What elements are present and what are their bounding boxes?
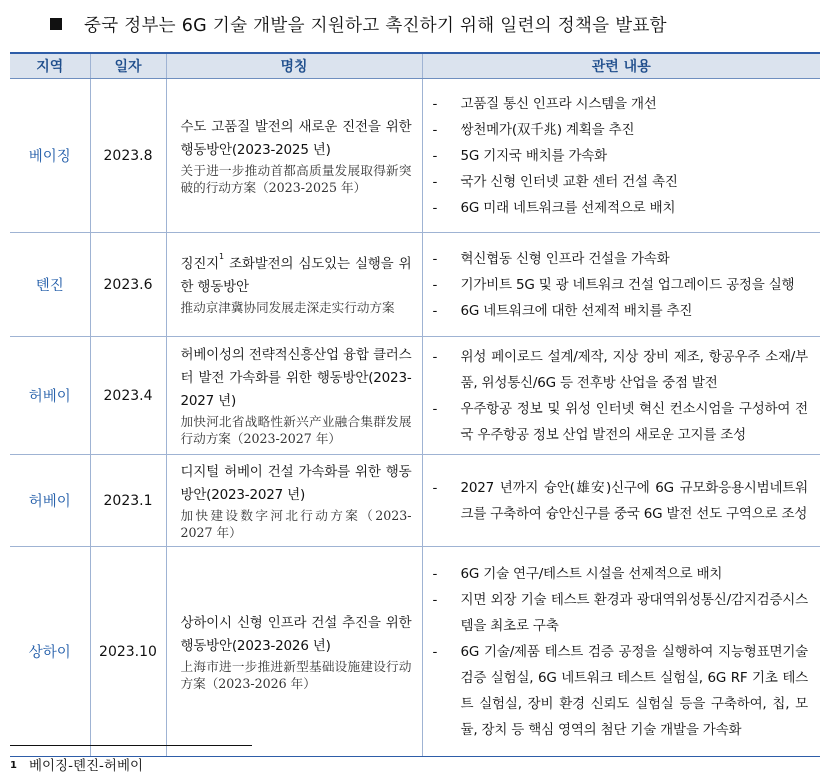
region-cell: 상하이 <box>10 547 90 757</box>
table-row <box>10 547 820 757</box>
list-item: - 6G 미래 네트워크를 선제적으로 배치 <box>431 195 809 221</box>
region-cell: 허베이 <box>10 337 90 455</box>
list-item: - 2027 년까지 슝안(雄安)신구에 6G 규모화응용시범네트워크를 구축하여 슝안신구를 중국 6G 발전 선도 구역으로 조성 <box>431 475 809 527</box>
list-item: - 위성 페이로드 설계/제작, 지상 장비 제조, 항공우주 소재/부품, 위성통신/6G 등 전후방 산업을 중점 발전 <box>431 344 809 396</box>
content-list <box>431 561 809 743</box>
header-date: 일자 <box>90 53 166 79</box>
table-header-row <box>10 53 820 79</box>
list-item: - 혁신협동 신형 인프라 건설을 가속화 <box>431 246 809 272</box>
policy-name-cell <box>166 337 422 455</box>
policy-name-chinese: 推动京津冀协同发展走深走实行动方案 <box>180 300 395 315</box>
list-item: - 지면 외장 기술 테스트 환경과 광대역위성통신/감지검증시스템을 최초로 구축 <box>431 587 809 639</box>
table-row <box>10 233 820 337</box>
policy-name-cell <box>166 455 422 547</box>
list-item: - 6G 기술 연구/테스트 시설을 선제적으로 배치 <box>431 561 809 587</box>
policy-name-chinese: 上海市进一步推进新型基础设施建设行动方案（2023-2026 年） <box>180 658 412 691</box>
list-item: - 5G 기지국 배치를 가속화 <box>431 143 809 169</box>
date-cell: 2023.8 <box>90 79 166 233</box>
policy-name-korean: 상하이시 신형 인프라 건설 추진을 위한 행동방안(2023-2026 년) <box>180 614 412 654</box>
table-row <box>10 455 820 547</box>
list-item: - 쌍천메가(双千兆) 계획을 추진 <box>431 117 809 143</box>
table-row <box>10 337 820 455</box>
content-list <box>431 475 809 527</box>
heading-text: 중국 정부는 6G 기술 개발을 지원하고 촉진하기 위해 일련의 정책을 발표함 <box>84 16 667 36</box>
policy-name-korean: 수도 고품질 발전의 새로운 진전을 위한 행동방안(2023-2025 년) <box>180 118 412 158</box>
list-item: - 우주항공 정보 및 위성 인터넷 혁신 컨소시엄을 구성하여 전국 우주항공 정보 산업 발전의 새로운 고지를 조성 <box>431 396 809 448</box>
content-cell <box>422 547 820 757</box>
policy-name-korean: 허베이성의 전략적신흥산업 융합 클러스터 발전 가속화를 위한 행동방안(2023-2027 년) <box>180 347 412 409</box>
list-item: - 고품질 통신 인프라 시스템을 개선 <box>431 91 809 117</box>
policy-name-korean <box>181 253 412 299</box>
content-cell <box>422 455 820 547</box>
header-region: 지역 <box>10 53 90 79</box>
policy-name-chinese: 关于进一步推动首都高质量发展取得新突破的行动方案（2023-2025 年） <box>180 162 412 195</box>
footnote-divider <box>10 745 252 746</box>
date-cell: 2023.10 <box>90 547 166 757</box>
policy-name-chinese: 加快建设数字河北行动方案（2023-2027 年） <box>180 507 412 540</box>
footnote-text: 베이징-톈진-허베이 <box>28 758 144 774</box>
date-cell: 2023.6 <box>90 233 166 337</box>
square-bullet-icon <box>50 18 62 30</box>
list-item: - 국가 신형 인터넷 교환 센터 건설 촉진 <box>431 169 809 195</box>
table-row <box>10 79 820 233</box>
policy-name-cell <box>166 547 422 757</box>
region-cell: 허베이 <box>10 455 90 547</box>
date-cell: 2023.4 <box>90 337 166 455</box>
policy-name-korean: 디지털 허베이 건설 가속화를 위한 행동방안(2023-2027 년) <box>180 463 412 503</box>
date-cell: 2023.1 <box>90 455 166 547</box>
region-cell: 톈진 <box>10 233 90 337</box>
header-content: 관련 내용 <box>422 53 820 79</box>
footnote-number: 1 <box>10 760 17 771</box>
policy-table <box>10 52 820 757</box>
list-item: - 기가비트 5G 및 광 네트워크 건설 업그레이드 공정을 실행 <box>431 272 809 298</box>
header-name: 명칭 <box>166 53 422 79</box>
policy-name-chinese: 加快河北省战略性新兴产业融合集群发展行动方案（2023-2027 年） <box>180 414 412 446</box>
content-cell <box>422 337 820 455</box>
policy-name-korean-part1: 징진지 <box>180 256 220 272</box>
content-list <box>431 91 809 221</box>
content-cell <box>422 79 820 233</box>
section-heading <box>50 10 820 42</box>
list-item: - 6G 기술/제품 테스트 검증 공정을 실행하여 지능형표면기술 검증 실험실, 6G 네트워크 테스트 실험실, 6G RF 기초 테스트 실험실, 장비 환경 신뢰도 실험실 등을 구축하여, 칩, 모듈, 장치 등 핵심 영역의 첨단 기술 개발을 가속화 <box>431 639 809 743</box>
content-cell <box>422 233 820 337</box>
footnote <box>10 756 143 776</box>
region-cell: 베이징 <box>10 79 90 233</box>
content-list <box>431 344 809 448</box>
policy-name-cell <box>166 79 422 233</box>
policy-name-cell <box>166 233 422 337</box>
content-list <box>431 246 809 324</box>
footnote-reference[interactable]: 1 <box>219 252 224 261</box>
list-item: - 6G 네트워크에 대한 선제적 배치를 추진 <box>431 298 809 324</box>
policy-name-korean-part2: 조화발전의 심도있는 실행을 위한 행동방안 <box>180 256 412 295</box>
